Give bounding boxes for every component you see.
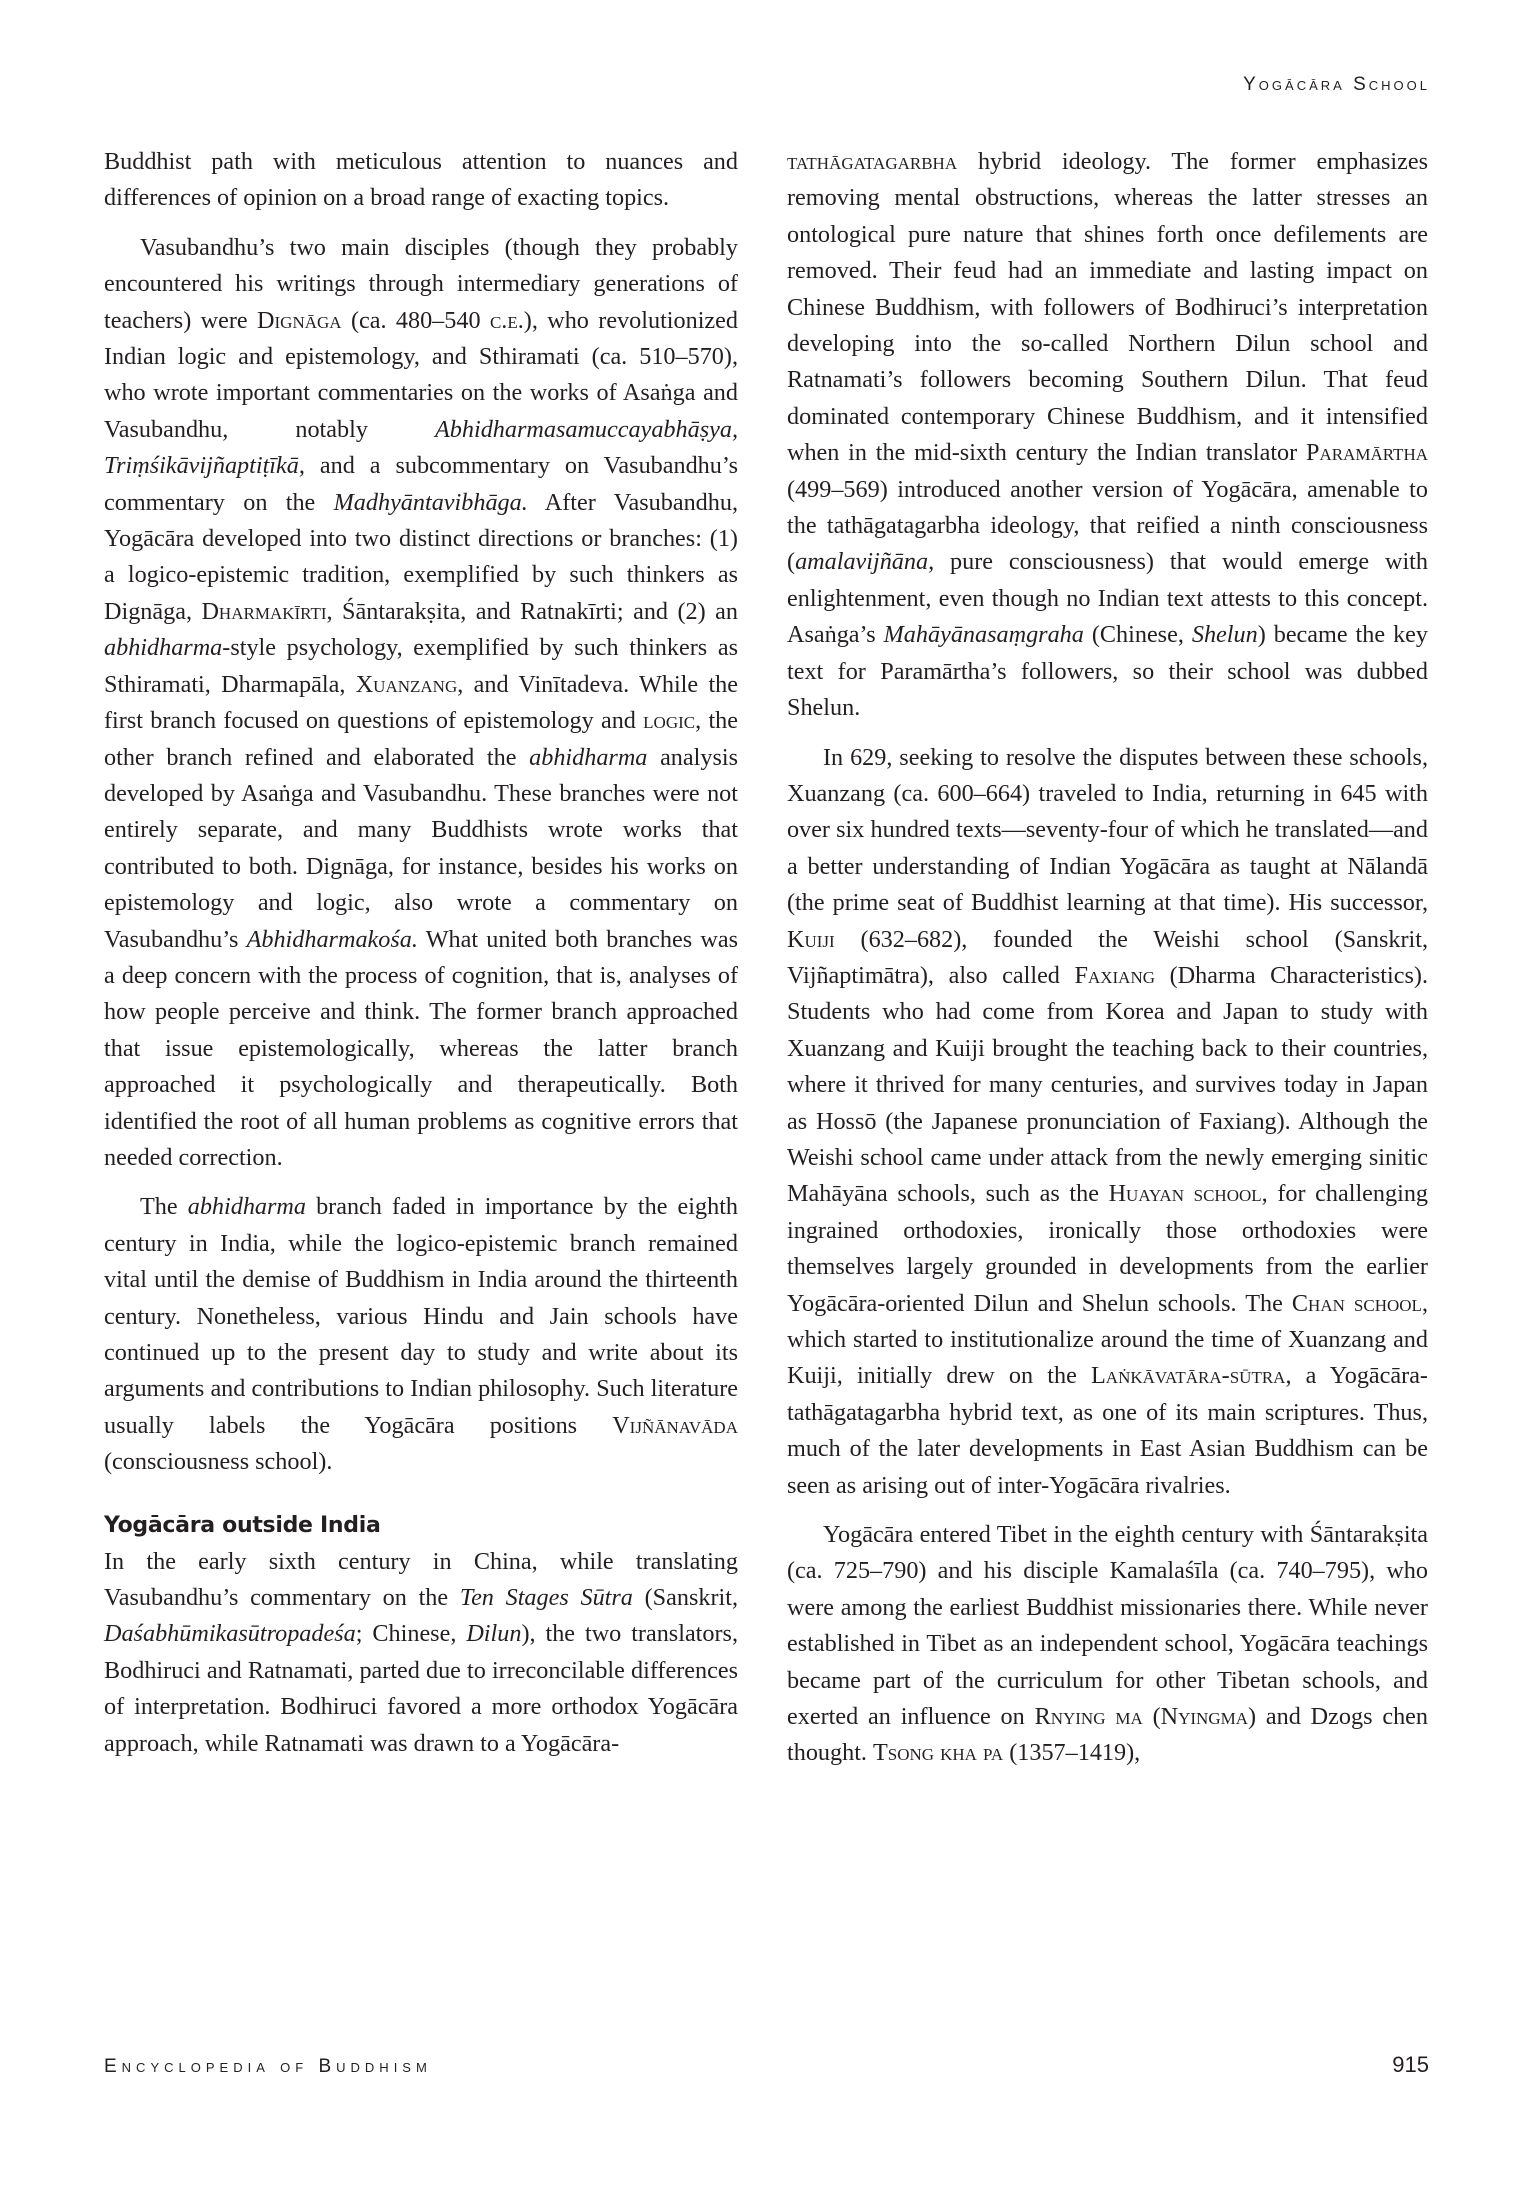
text-run: (Sanskrit, [632,1584,739,1612]
cross-reference: Dignāga [257,306,342,334]
cross-reference: logic [643,707,696,735]
italic-term: Abhidharmasamuccayabhāṣya, [435,415,738,443]
text-run: pure consciousness) that would emerge with enlightenment, even though no Indian text attests to this concept. Asaṅga’s [787,548,1428,649]
text-run: In 629, seeking to resolve the disputes between these schools, Xuanzang (ca. 600–664) traveled to India, returning in 645 with over six hundred texts—seventy-four of which he translated—and a better understanding of Indian Yogācāra as taught at Nālandā (the prime seat of Buddhist learning at that time). His successor, [787,743,1428,917]
page-number: 915 [1392,2052,1429,2077]
cross-reference: Xuanzang [355,670,458,698]
cross-reference: Huayan school [1108,1180,1262,1208]
text-run: Yogācāra entered Tibet in the eighth century with Śāntarakṣita (ca. 725–790) and his disciple Kamalaśīla (ca. 740–795), who were among the earliest Buddhist missionaries there. While never established in Tibet as an independent school, Yogācāra teachings became part of the curriculum for other Tibetan schools, and exerted an influence on [787,1521,1428,1731]
cross-reference: Rnying ma [1034,1703,1143,1731]
text-run: ), who revolutionized Indian logic and epistemology, and Sthiramati (ca. 510–570), who wrote important commentaries on the works of Asaṅga and Vasubandhu, notably [104,306,738,443]
text-run: -style psychology, exemplified by such thinkers as Sthiramati, Dharmapāla, [104,634,738,698]
text-run: , which started to institutionalize around the time of Xuanzang and Kuiji, initially drew on the [787,1289,1428,1390]
paragraph [104,1189,738,1480]
italic-term: abhidharma [104,634,223,662]
text-run: The [140,1193,188,1221]
text-run: branch faded in importance by the eighth century in India, while the logico-epistemic branch remained vital until the demise of Buddhism in India around the thirteenth century. Nonetheless, various Hindu and Jain schools have continued up to the present day to study and write about its arguments and contributions to Indian philosophy. Such literature usually labels the Yogācāra positions [104,1193,739,1439]
paragraph [787,1517,1428,1772]
cross-reference: Chan school [1291,1289,1422,1317]
text-run: (Dharma Characteristics). Students who had come from Korea and Japan to study with Xuanzang and Kuiji brought the teaching back to their countries, where it thrived for many centuries, and survives today in Japan as Hossō (the Japanese pronunciation of Faxiang). Although the Weishi school came under attack from the newly emerging sinitic Mahāyāna schools, such as the [787,961,1428,1208]
italic-term: Shelun [1191,621,1258,649]
cross-reference: Nyingma [1160,1703,1248,1731]
text-run: , for challenging ingrained orthodoxies, ironically those orthodoxies were themselves largely grounded in developments from the earlier Yogācāra-oriented Dilun and Shelun schools. The [787,1180,1429,1317]
italic-term: abhidharma [529,743,648,771]
cross-reference: Vijñānavāda [612,1411,738,1439]
italic-term: Madhyāntavibhāga. [333,488,528,516]
text-run: (1357–1419), [1003,1739,1141,1767]
paragraph [787,144,1428,727]
text-run: (Chinese, [1083,621,1192,649]
text-run: Vasubandhu’s two main disciples (though they probably encountered his writings through intermediary generations of teachers) were [104,233,738,334]
cross-reference: Kuiji [787,925,835,953]
text-run: (ca. 480–540 [341,306,490,334]
italic-term: Daśabhūmikasūtropadeśa [104,1620,356,1648]
text-run: ; Chinese, [355,1620,467,1648]
cross-reference: tathāgatagarbha [787,148,958,175]
text-run: (632–682), founded the Weishi school (Sanskrit, Vijñaptimātra), also called [787,925,1428,989]
cross-reference: Tsong kha pa [873,1739,1004,1767]
paragraph: Buddhist path with meticulous attention to nuances and differences of opinion on a broad range of exacting topics. [104,148,738,212]
italic-term: Dilun [466,1620,522,1648]
text-run: , Śāntarakṣita, and Ratnakīrti; and (2) an [326,597,738,625]
paragraph [787,740,1428,1505]
italic-term: amalavijñāna, [795,548,935,576]
cross-reference: Dharmakīrti [201,597,327,625]
text-run: , and Vinītadeva. While the first branch focused on questions of epistemology and [104,670,739,735]
italic-term: abhidharma [187,1193,306,1221]
text-run: In the early sixth century in China, while translating Vasubandhu’s commentary on the [104,1547,738,1612]
footer-book-title: Encyclopedia of Buddhism [104,2056,432,2077]
cross-reference: Faxiang [1074,961,1155,989]
text-run: After Vasubandhu, Yogācāra developed into two distinct directions or branches: (1) a logico-epistemic tradition, exemplified by such thinkers as Dignāga, [104,488,738,625]
text-run: , a Yogācāra-tathāgatagarbha hybrid text, as one of its main scriptures. Thus, much of the later developments in East Asian Buddhism can be seen as arising out of inter-Yogācāra rivalries. [787,1362,1428,1499]
running-head: Yogācāra School [1243,74,1430,95]
text-run: hybrid ideology. The former emphasizes removing mental obstructions, whereas the latter stresses an ontological pure nature that shines forth once defilements are removed. Their feud had an immediate and lasting impact on Chinese Buddhism, with followers of Bodhiruci’s interpretation developing into the so-called Northern Dilun school and Ratnamati’s followers becoming Southern Dilun. That feud dominated contemporary Chinese Buddhism, and it intensified when in the mid-sixth century the Indian translator [787,148,1428,467]
section-heading: Yogācāra outside India [104,1512,381,1538]
text-run: ( [1142,1703,1161,1731]
text-run: and a subcommentary on Vasubandhu’s commentary on the [104,452,738,516]
left-column [104,144,738,1775]
text-run: (499–569) introduced another version of Yogācāra, amenable to the tathāgatagarbha ideology, that reified a ninth consciousness ( [787,475,1428,576]
text-run: (consciousness school). [104,1448,333,1476]
cross-reference: c.e. [489,306,524,334]
italic-term: Triṃśikāvijñaptiṭīkā, [104,452,305,480]
paragraph [104,230,738,1177]
cross-reference: Paramārtha [1306,439,1428,467]
italic-term: Mahāyānasaṃgraha [883,621,1084,649]
right-column [787,144,1428,1785]
italic-term: Ten Stages Sūtra [459,1584,633,1612]
text-run: ), the two translators, Bodhiruci and Ratnamati, parted due to irreconcilable differences of interpretation. Bodhiruci favored a more orthodox Yogācāra approach, while Ratnamati was drawn to a Yogācāra- [104,1620,739,1757]
text-run: analysis developed by Asaṅga and Vasubandhu. These branches were not entirely separate, and many Buddhists wrote works that contributed to both. Dignāga, for instance, besides his works on epistemology and logic, also wrote a commentary on Vasubandhu’s [104,743,738,953]
text-run: ) and Dzogs chen thought. [787,1703,1428,1767]
text-run: , the other branch refined and elaborated the [104,707,738,771]
paragraph [104,1544,738,1762]
italic-term: Abhidharmakośa. [246,925,418,953]
cross-reference: Laṅkāvatāra-sūtra [1091,1362,1286,1390]
text-run: ) became the key text for Paramārtha’s followers, so their school was dubbed Shelun. [787,621,1429,722]
text-run: What united both branches was a deep concern with the process of cognition, that is, analyses of how people perceive and think. The former branch approached that issue epistemologically, whereas the latter branch approached it psychologically and therapeutically. Both identified the root of all human problems as cognitive errors that needed correction. [104,925,738,1171]
